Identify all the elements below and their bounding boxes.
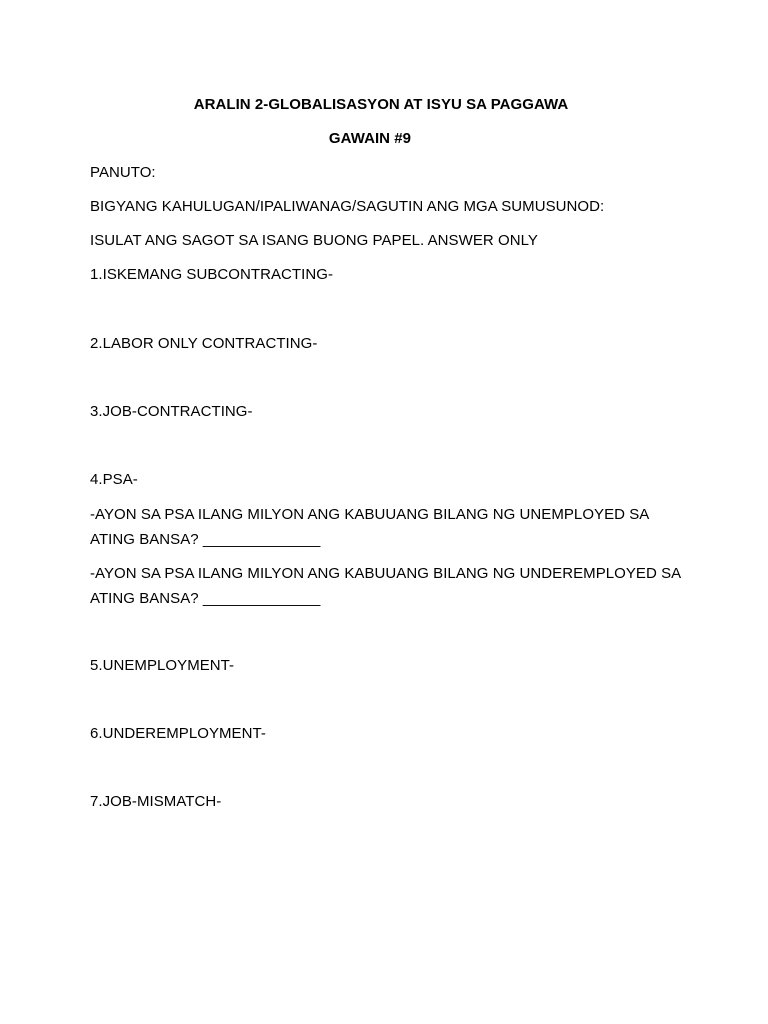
instruction-line: ISULAT ANG SAGOT SA ISANG BUONG PAPEL. ANSWER ONLY xyxy=(90,232,538,249)
question-item: 6.UNDEREMPLOYMENT- xyxy=(90,725,266,742)
question-item: 4.PSA- xyxy=(90,471,138,488)
question-item: 1.ISKEMANG SUBCONTRACTING- xyxy=(90,266,333,283)
instruction-line: BIGYANG KAHULUGAN/IPALIWANAG/SAGUTIN ANG MGA SUMUSUNOD: xyxy=(90,198,605,215)
question-item: 3.JOB-CONTRACTING- xyxy=(90,403,253,420)
psa-question-text: -AYON SA PSA ILANG MILYON ANG KABUUANG BILANG NG UNDEREMPLOYED SA xyxy=(90,565,682,582)
question-item: 5.UNEMPLOYMENT- xyxy=(90,657,235,674)
activity-number: GAWAIN #9 xyxy=(328,130,412,147)
document-title: ARALIN 2-GLOBALISASYON AT ISYU SA PAGGAWA xyxy=(193,96,569,113)
psa-question-blank: ATING BANSA? ______________ xyxy=(90,590,321,607)
question-item: 2.LABOR ONLY CONTRACTING- xyxy=(90,335,318,352)
instructions-label: PANUTO: xyxy=(90,164,156,181)
psa-question-blank: ATING BANSA? ______________ xyxy=(90,531,321,548)
question-item: 7.JOB-MISMATCH- xyxy=(90,793,222,810)
psa-question-text: -AYON SA PSA ILANG MILYON ANG KABUUANG BILANG NG UNEMPLOYED SA xyxy=(90,506,650,523)
